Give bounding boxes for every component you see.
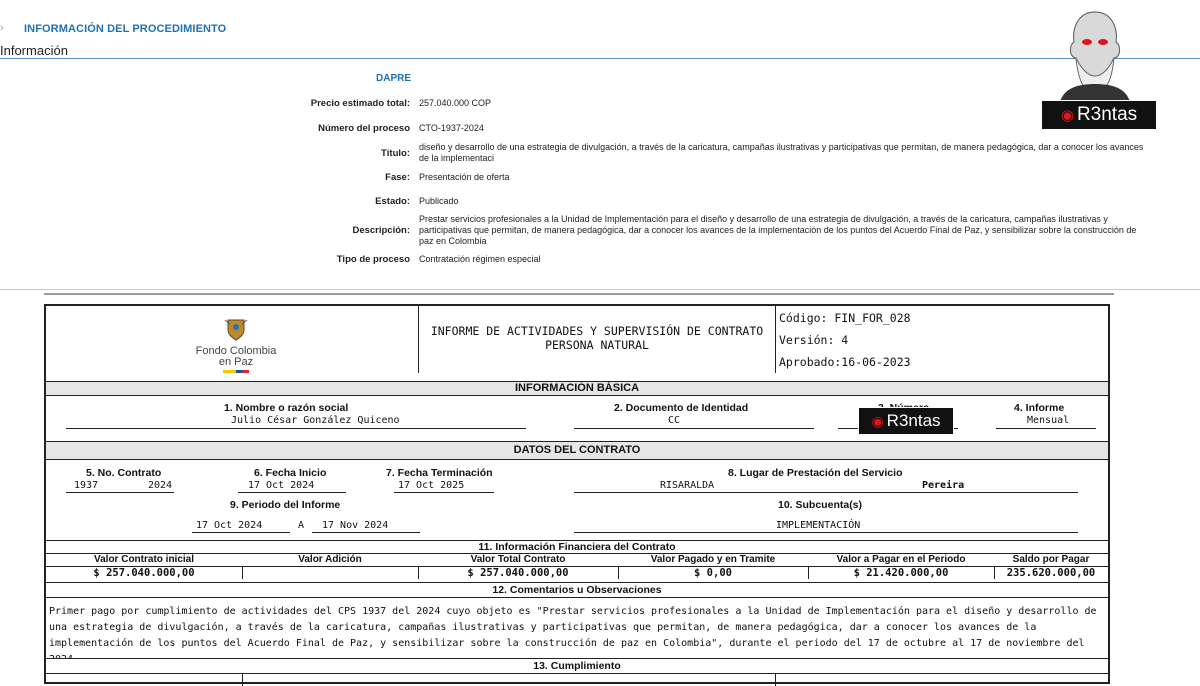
place-header: 8. Lugar de Prestación del Servicio: [728, 467, 903, 479]
fin-value-paid: $ 0,00: [694, 567, 732, 579]
watermark-text-inline: R3ntas: [886, 411, 941, 430]
process-type-label: Tipo de proceso: [336, 254, 410, 265]
contract-year-value: 2024: [148, 480, 173, 491]
end-date-header: 7. Fecha Terminación: [386, 467, 493, 479]
band-contract: DATOS DEL CONTRATO: [46, 441, 1108, 460]
period-header: 9. Periodo del Informe: [230, 499, 341, 511]
start-date-value: 17 Oct 2024: [248, 480, 315, 491]
phase-value: Presentación de oferta: [419, 172, 510, 182]
contract-no-value: 1937: [74, 480, 99, 491]
coat-of-arms-icon: [223, 316, 249, 342]
fin-header-addition: Valor Adición: [298, 554, 362, 565]
report-type-header: 4. Informe: [1014, 402, 1065, 414]
page-separator: [0, 289, 1200, 290]
section-title[interactable]: INFORMACIÓN DEL PROCEDIMIENTO: [24, 23, 227, 35]
portrait-icon: [1052, 6, 1138, 102]
fin-header-balance: Saldo por Pagar: [1012, 554, 1090, 565]
period-to-value: 17 Nov 2024: [322, 520, 389, 531]
fin-header-paid: Valor Pagado y en Tramite: [650, 554, 776, 565]
document-edge: [44, 293, 1114, 295]
band-comments: 12. Comentarios u Observaciones: [46, 582, 1108, 598]
period-from-value: 17 Oct 2024: [196, 520, 263, 531]
form-approved: Aprobado:16-06-2023: [779, 355, 911, 369]
fondo-colombia-logo: [166, 316, 306, 373]
watermark-badge: [1041, 100, 1157, 130]
id-doc-value: CC: [668, 415, 681, 426]
end-date-value: 17 Oct 2025: [398, 480, 465, 491]
tab-informacion[interactable]: Información: [0, 43, 68, 58]
subaccount-value: IMPLEMENTACIÓN: [776, 520, 861, 531]
band-basic-info: INFORMACIÓN BÁSICA: [46, 381, 1108, 396]
id-doc-header: 2. Documento de Identidad: [614, 402, 749, 414]
eye-icon: ◉: [1060, 107, 1074, 124]
start-date-header: 6. Fecha Inicio: [254, 467, 327, 479]
eye-icon: ◉: [871, 412, 884, 429]
price-label: Precio estimado total:: [310, 98, 410, 109]
fin-value-to-pay: $ 21.420.000,00: [853, 567, 949, 579]
period-separator: A: [298, 520, 305, 531]
contract-no-header: 5. No. Contrato: [86, 467, 162, 479]
fin-value-initial: $ 257.040.000,00: [93, 567, 195, 579]
title-label: Título:: [380, 148, 410, 159]
logo-text-line1: Fondo Colombia: [195, 345, 277, 357]
fin-header-initial: Valor Contrato inicial: [93, 554, 195, 565]
description-label: Descripción:: [352, 225, 410, 236]
report-document: [44, 304, 1110, 684]
band-financial: 11. Información Financiera del Contrato: [46, 540, 1108, 554]
description-value: Prestar servicios profesionales a la Unidad de Implementación para el diseño y desarrollo de una estrategia de divulgación, a través de la caricatura, campañas ilustrativas y participativas que permitan, de manera pedagógica, dar a conocer los avances de la implementación de los puntos del Acuerdo Final de Paz, y sensibilizar sobre la construcción de paz en Colombia: [419, 214, 1137, 246]
chevron-right-icon[interactable]: ›: [0, 22, 4, 34]
process-type-value: Contratación régimen especial: [419, 254, 541, 264]
tab-underline: [0, 58, 1200, 59]
comments-text: Primer pago por cumplimiento de actividades del CPS 1937 del 2024 cuyo objeto es "Prestar servicios profesionales a la Unidad de Implementación para el diseño y desarrollo de una estrategia de divulgación, a través de la caricatura, campañas ilustrativas y participativas que permitan, de manera pedagógica, dar a conocer los avances de la implementación de los puntos del Acuerdo Final de Paz, y sensibilizar sobre la construcción de paz en Colombia", durante el periodo del 17 de octubre al 17 de noviembre del: [49, 606, 1097, 649]
entity-name: DAPRE: [376, 73, 412, 84]
name-header: 1. Nombre o razón social: [224, 402, 349, 414]
name-value: Julio César González Quiceno: [231, 415, 400, 426]
price-value: 257.040.000 COP: [419, 98, 492, 108]
watermark-text: R3ntas: [1076, 104, 1138, 125]
watermark-badge-inline: [858, 407, 954, 435]
flag-stripe: [223, 370, 249, 373]
process-number-label: Número del proceso: [318, 123, 410, 134]
report-title: INFORME DE ACTIVIDADES Y SUPERVISIÓN DE CONTRATO PERSONA NATURAL: [430, 324, 764, 352]
place-city-value: Pereira: [922, 480, 965, 491]
band-compliance: 13. Cumplimiento: [46, 658, 1108, 674]
status-label: Estado:: [375, 196, 410, 207]
fin-value-balance: 235.620.000,00: [1006, 567, 1096, 579]
watermark-portrait: [1052, 6, 1138, 102]
fin-header-to-pay: Valor a Pagar en el Periodo: [836, 554, 966, 565]
report-type-value: Mensual: [1027, 415, 1070, 426]
logo-text-line2: en Paz: [218, 356, 254, 368]
phase-label: Fase:: [385, 172, 410, 183]
form-version: Versión: 4: [779, 333, 849, 347]
subaccount-header: 10. Subcuenta(s): [778, 499, 863, 511]
place-dept-value: RISARALDA: [660, 480, 715, 491]
title-value: diseño y desarrollo de una estrategia de divulgación, a través de la caricatura, campañas ilustrativas y participativas que permitan, de manera pedagógica, dar a conocer los avances de la implementaci: [419, 142, 1144, 163]
form-code: Código: FIN_FOR_028: [779, 311, 911, 325]
status-value: Publicado: [419, 196, 459, 206]
fin-value-total: $ 257.040.000,00: [467, 567, 569, 579]
fin-header-total: Valor Total Contrato: [470, 554, 566, 565]
process-number-value: CTO-1937-2024: [419, 123, 484, 133]
